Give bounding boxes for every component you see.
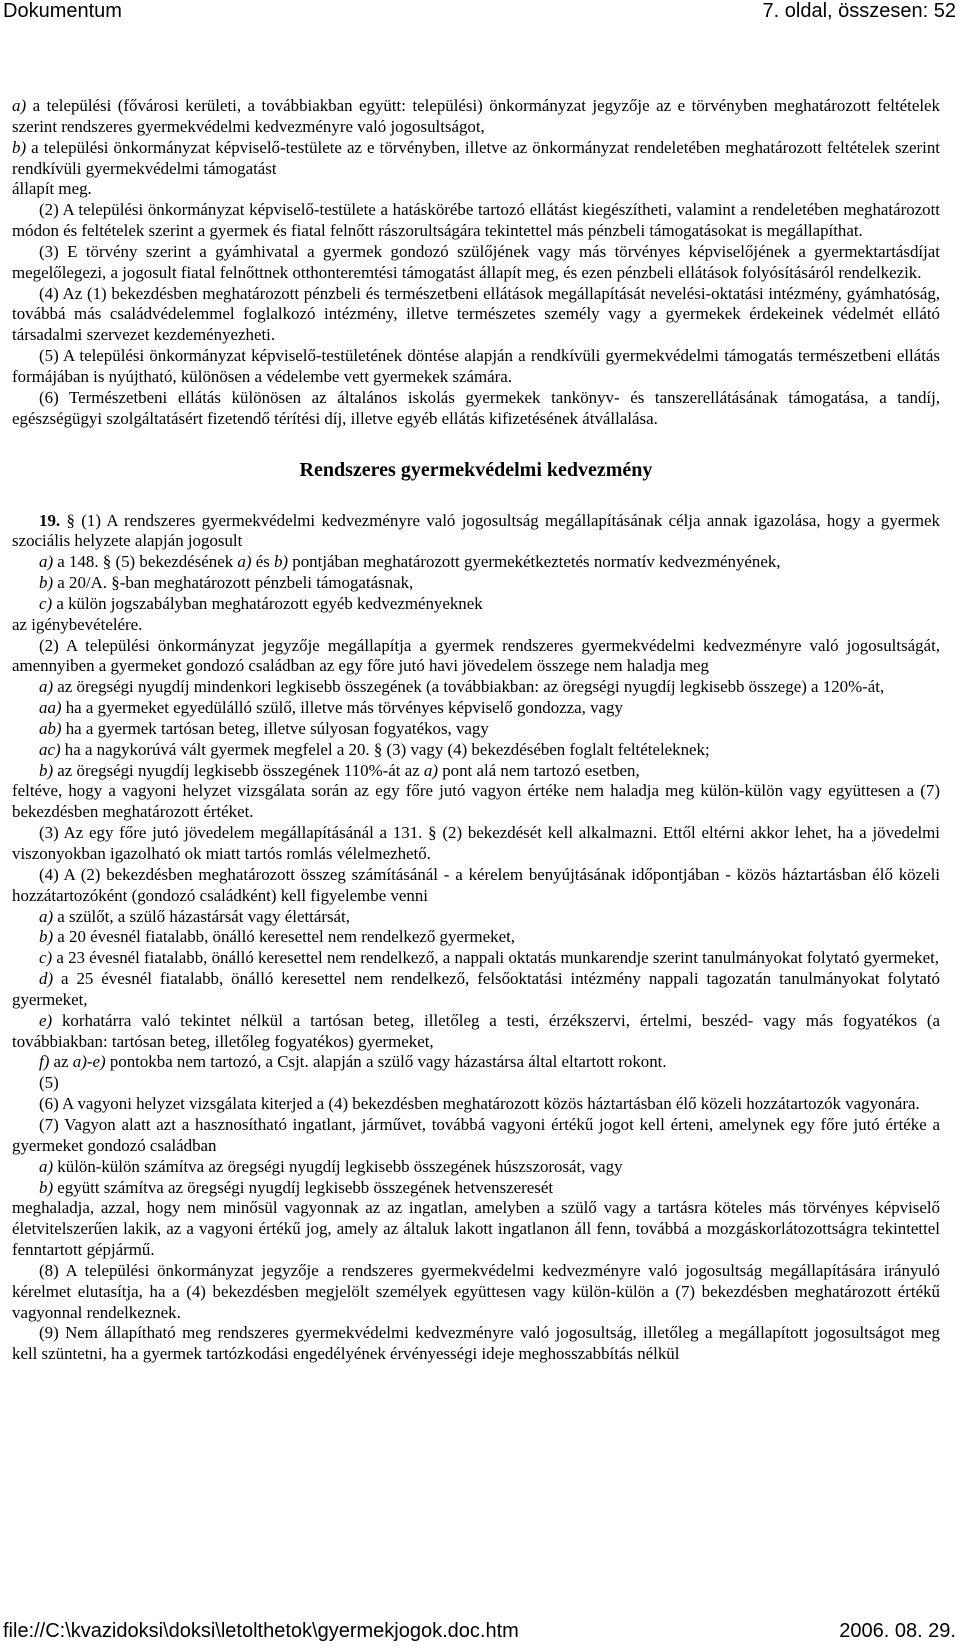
section-19-closing: az igénybevételére. (12, 614, 143, 634)
section-19-item-4e (12, 1011, 940, 1053)
item-marker: ac) (39, 739, 61, 759)
section-19-paragraph-8: (8) A települési önkormányzat jegyzője a rendszeres gyermekvédelmi kedvezményre való jogosultság megállapítására irányuló kérelmet elutasítja, ha a (4) bekezdésben megjelölt személyek együttesen vagy külön-külön a (7) bekezdésben meghatározott értékű vagyonnal rendelkeznek. (12, 1260, 940, 1322)
section-19-item-7a (12, 1157, 940, 1178)
paragraph-text: az öregségi nyugdíj mindenkori legkisebb összegének (a továbbiakban: az öregségi nyugdíj legkisebb összege) a 120%-át, (53, 677, 885, 697)
item-marker: aa) (39, 698, 62, 718)
item-marker: a)-e) (72, 1052, 106, 1072)
paragraph-text: a szülőt, a szülő házastársát vagy élettársát, (53, 906, 350, 926)
paragraph-b (12, 138, 940, 180)
paragraph-allapit: állapít meg. (12, 179, 92, 199)
paragraph-text: a 23 évesnél fiatalabb, önálló keresettel nem rendelkező, a nappali oktatás munkarendje szerint tanulmányokat folytató gyermeket, (52, 948, 940, 968)
section-19-item-7b (12, 1178, 940, 1199)
section-19-item-b (12, 573, 940, 594)
section-19-item-a (12, 552, 940, 573)
item-marker: b) (39, 1177, 54, 1197)
section-19-item-4a (12, 907, 940, 928)
paragraph-6: (6) Természetbeni ellátás különösen az általános iskolás gyermekek tankönyv- és tanszerellátásának támogatása, a tandíj, egészségügyi szolgáltatásért fizetendő térítési díj, illetve egyéb ellátás kifizetésének átvállalása. (12, 387, 940, 428)
paragraph-text: pontjában meghatározott gyermekétkeztetés normatív kedvezményének, (288, 552, 781, 572)
paragraph-text: ha a gyermeket egyedülálló szülő, illetve más törvényes képviselő gondozza, vagy (61, 698, 623, 718)
paragraph-text: külön-külön számítva az öregségi nyugdíj legkisebb összegének húszszorosát, vagy (53, 1156, 623, 1176)
section-19-condition: feltéve, hogy a vagyoni helyzet vizsgálata során az egy főre jutó vagyon értéke nem haladja meg külön-külön vagy együttesen a (7) bekezdésben meghatározott értéket. (12, 781, 940, 822)
section-19-item-2ac (12, 740, 940, 761)
item-marker: a) (39, 552, 54, 572)
paragraph-3: (3) E törvény szerint a gyámhivatal a gyermek gondozó szülőjének vagy más törvényes képviselőjének a gyermektartásdíjat megelőlegezi, a jogosult fiatal felnőttnek otthonteremtési támogatást állapít meg, és ezen pénzbeli ellátások folyósításáról rendelkezik. (12, 241, 940, 282)
document-body (12, 96, 940, 1365)
section-19-paragraph-4: (4) A (2) bekezdésben meghatározott összeg számításánál - a kérelem benyújtásának időpontjában - közös háztartásban élő közeli hozzátartozóként (gondozó családként) kell figyelembe venni (12, 864, 940, 905)
paragraph-text: az (49, 1052, 73, 1072)
paragraph-text: korhatárra való tekintet nélkül a tartósan beteg, illetőleg a testi, érzékszervi, értelmi, beszéd- vagy más fogyatékos (a továbbiakban: tartósan beteg, illetőleg fogyatékos) gyermeket, (12, 1010, 940, 1051)
section-19-item-2a (12, 677, 940, 698)
paragraph-text: § (1) A rendszeres gyermekvédelmi kedvezményre való jogosultság megállapításának célja annak igazolása, hogy a gyermek szociális helyzete alapján jogosult (12, 510, 940, 551)
section-19-paragraph-1 (12, 511, 940, 553)
section-19-paragraph-9: (9) Nem állapítható meg rendszeres gyermekvédelmi kedvezményre való jogosultság, illetőleg a megállapított jogosultságot meg kell szüntetni, ha a gyermek tartózkodási engedélyének érvényességi ideje meghosszabbítás nélkül (12, 1323, 940, 1364)
paragraph-a (12, 96, 940, 138)
paragraph-text: a 148. § (5) bekezdésének (53, 552, 238, 572)
item-marker: b) (39, 927, 54, 947)
paragraph-5: (5) A települési önkormányzat képviselő-testületének döntése alapján a rendkívüli gyermekvédelmi támogatás természetbeni ellátás formájában is nyújtható, különösen a védelembe vett gyermekek számára. (12, 346, 940, 386)
section-19-item-2aa (12, 698, 940, 719)
paragraph-text: ha a nagykorúvá vált gyermek megfelel a 20. § (3) vagy (4) bekezdésében foglalt feltételeknek; (60, 739, 710, 759)
item-marker: a) (423, 760, 438, 780)
paragraph-text: a külön jogszabályban meghatározott egyéb kedvezményeknek (52, 593, 483, 613)
item-marker: a) (39, 1156, 54, 1176)
item-marker: e) (39, 1010, 53, 1030)
section-19-paragraph-6: (6) A vagyoni helyzet vizsgálata kiterjed a (4) bekezdésben meghatározott közös háztartásban élő közeli hozzátartozók vagyonára. (39, 1094, 920, 1114)
section-19-item-4f (12, 1052, 940, 1073)
item-marker: b) (273, 552, 289, 572)
paragraph-text: az öregségi nyugdíj legkisebb összegének 110%-át az (53, 760, 424, 780)
paragraph-text: együtt számítva az öregségi nyugdíj legkisebb összegének hetvenszeresét (53, 1177, 554, 1197)
footer-file-path: file://C:\kvazidoksi\doksi\letolthetok\gyermekjogok.doc.htm (3, 1620, 519, 1642)
section-19-item-2ab (12, 719, 940, 740)
item-marker: f) (39, 1052, 50, 1072)
paragraph-4: (4) Az (1) bekezdésben meghatározott pénzbeli és természetbeni ellátások megállapítását nevelési-oktatási intézmény, gyámhatóság, továbbá más családvédelemmel foglalkozó intézmény, illetve természetes személy vagy a gyermekek érdekeinek védelmét ellátó társadalmi szervezet kezdeményezheti. (12, 283, 940, 345)
section-19-item-4d (12, 969, 940, 1011)
section-number: 19. (39, 510, 61, 530)
item-marker: d) (39, 969, 54, 989)
item-marker: a) (39, 677, 54, 697)
section-19-paragraph-7: (7) Vagyon alatt azt a hasznosítható ingatlant, járművet, továbbá vagyoni értékű jogot kell érteni, amelynek egy főre jutó értéke a gyermeket gondozó családban (12, 1114, 940, 1155)
page-footer (0, 1620, 960, 1650)
section-19-item-4b (12, 927, 940, 948)
paragraph-text: ha a gyermek tartósan beteg, illetve súlyosan fogyatékos, vagy (61, 718, 489, 738)
header-document-label: Dokumentum (3, 0, 122, 22)
section-19-item-2b (12, 761, 940, 782)
section-19-7-closing: meghaladja, azzal, hogy nem minősül vagyonnak az az ingatlan, amelyben a szülő vagy a tartásra köteles más törvényes képviselő életvitelszerűen lakik, az a vagyoni értékű jog, amely az általuk lakott ingatlanon áll fenn, továbbá a mozgáskorlátozottságra tekintettel fenntartott gépjármű. (12, 1198, 940, 1260)
item-marker: ab) (39, 718, 62, 738)
paragraph-text: pontokba nem tartozó, a Csjt. alapján a szülő vagy házastársa által eltartott rokont. (105, 1052, 667, 1072)
paragraph-2: (2) A települési önkormányzat képviselő-testülete a hatáskörébe tartozó ellátást kiegészítheti, valamint a rendeletében meghatározott módon és feltételek szerint a gyermek és fiatal felnőtt rászorultságára tekintettel más pénzbeli támogatásokat is megállapíthat. (12, 200, 940, 241)
item-marker: a) (237, 552, 252, 572)
section-19-paragraph-2: (2) A települési önkormányzat jegyzője megállapítja a gyermek rendszeres gyermekvédelmi kedvezményre való jogosultságát, amennyiben a gyermeket gondozó családban az egy főre jutó havi jövedelem összege nem haladja meg (12, 635, 940, 676)
item-marker: c) (39, 593, 53, 613)
item-marker: c) (39, 948, 53, 968)
item-marker: a) (39, 906, 54, 926)
section-19-paragraph-5: (5) (39, 1073, 59, 1093)
page-header (0, 0, 960, 28)
item-marker: b) (12, 137, 27, 157)
paragraph-text: és (251, 552, 274, 572)
item-marker: b) (39, 760, 54, 780)
paragraph-text: a 20/A. §-ban meghatározott pénzbeli támogatásnak, (53, 573, 414, 593)
paragraph-text: a 20 évesnél fiatalabb, önálló keresettel nem rendelkező gyermeket, (53, 927, 516, 947)
item-marker: a) (12, 96, 27, 115)
section-19-paragraph-3: (3) Az egy főre jutó jövedelem megállapításánál a 131. § (2) bekezdését kell alkalmazni. Ettől eltérni akkor lehet, ha a jövedelmi viszonyokban igazolható ok miatt tartós romlás vélelmezhető. (12, 823, 940, 863)
paragraph-text: a települési önkormányzat képviselő-testülete az e törvényben, illetve az önkormányzat rendeletében meghatározott feltételek szerint rendkívüli gyermekvédelmi támogatást (12, 137, 940, 178)
paragraph-text: pont alá nem tartozó esetben, (438, 760, 640, 780)
footer-date: 2006. 08. 29. (839, 1620, 956, 1642)
header-page-counter: 7. oldal, összesen: 52 (762, 0, 956, 22)
paragraph-text: a települési (fővárosi kerületi, a továbbiakban együtt: települési) önkormányzat jegyzője az e törvényben meghatározott feltételek szerint rendszeres gyermekvédelmi kedvezményre való jogosultságot, (12, 96, 940, 136)
section-19-item-c (12, 594, 940, 615)
item-marker: b) (39, 573, 54, 593)
paragraph-text: a 25 évesnél fiatalabb, önálló keresettel nem rendelkező, felsőoktatási intézmény nappali tagozatán tanulmányokat folytató gyermeket, (12, 969, 940, 1009)
section-19-item-4c (12, 948, 940, 969)
section-title: Rendszeres gyermekvédelmi kedvezmény (299, 458, 653, 481)
